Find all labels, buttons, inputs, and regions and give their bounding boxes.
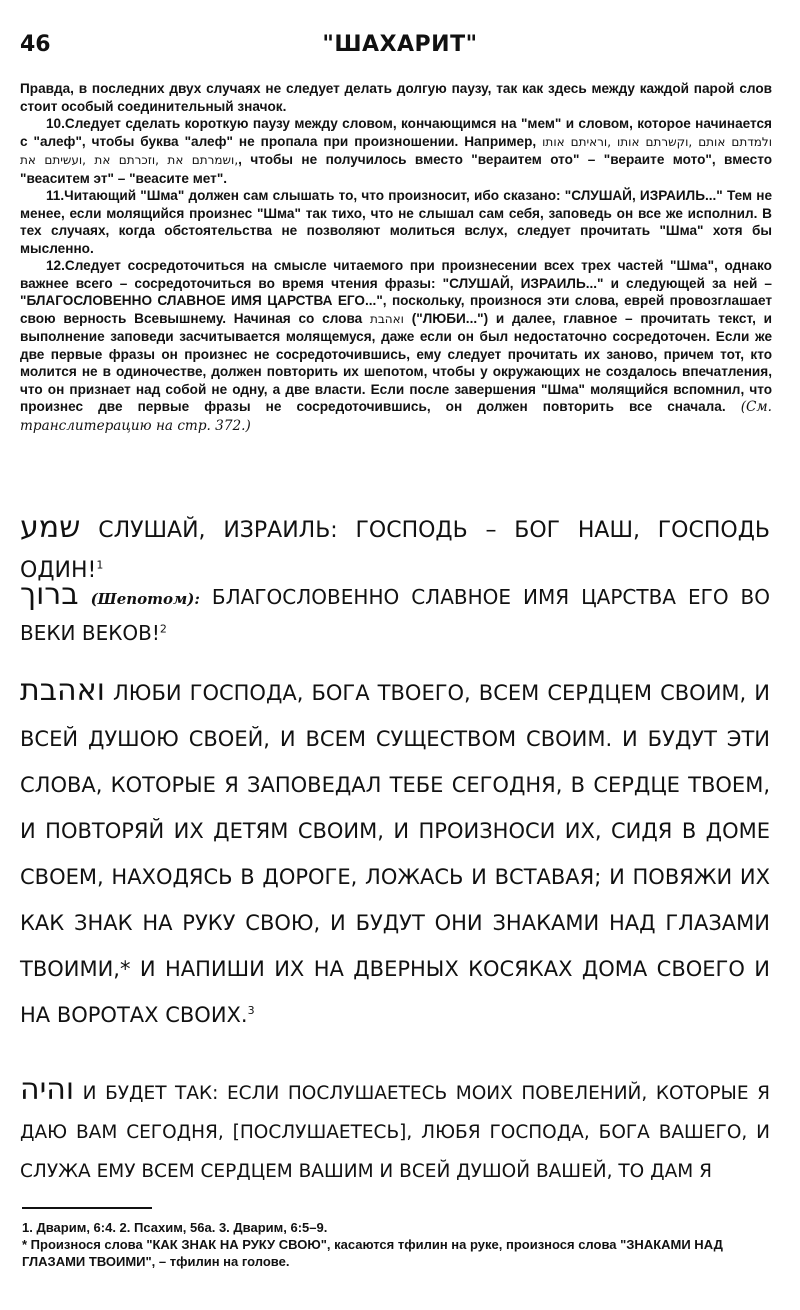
footnote-marker: 3 — [247, 1004, 255, 1017]
running-title: "ШАХАРИТ" — [322, 32, 478, 57]
shema-text: СЛУШАЙ, ИЗРАИЛЬ: ГОСПОДЬ – БОГ НАШ, ГОСПОДЬ ОДИН! — [20, 518, 770, 583]
veahavta-text: ЛЮБИ ГОСПОДА, БОГА ТВОЕГО, ВСЕМ СЕРДЦЕМ СВОИМ, И ВСЕЙ ДУШОЮ СВОЕЙ, И ВСЕМ СУЩЕСТВОМ СВОИМ. И БУДУТ ЭТИ СЛОВА, КОТОРЫЕ Я ЗАПОВЕДАЛ ТЕБЕ СЕГОДНЯ, В СЕРДЦЕ ТВОЕМ, И ПОВТОРЯЙ ИХ ДЕТЯМ СВОИМ, И ПРОИЗНОСИ ИХ, СИДЯ В ДОМЕ СВОЕМ, НАХОДЯСЬ В ДОРОГЕ, ЛОЖАСЬ И ВСТАВАЯ; И ПОВЯЖИ ИХ КАК ЗНАК НА РУКУ СВОЮ, И БУДУТ ОНИ ЗНАКАМИ НАД ГЛАЗАМИ ТВОИМИ,* И НАПИШИ ИХ НА ДВЕРНЫХ КОСЯКАХ ДОМА СВОЕГО И НА ВОРОТАХ СВОИХ. — [20, 681, 770, 1027]
note-paragraph-11 — [20, 187, 772, 257]
footnote-references: 1. Дварим, 6:4. 2. Псахим, 56а. 3. Дварим, 6:5–9. — [22, 1220, 328, 1235]
hebrew-keyword-baruch: ברוך — [20, 577, 79, 612]
whisper-instruction: (Шепотом): — [90, 590, 200, 608]
footnote-divider — [22, 1207, 152, 1209]
note-text: , чтобы не получилось вместо "вераитем ото" – "вераите мото", вместо "веаситем эт" – "веасите мет". — [20, 152, 772, 186]
baruch-verse — [20, 578, 770, 650]
footnote-marker: 2 — [159, 622, 167, 636]
note-paragraph-10 — [20, 115, 772, 187]
note-paragraph-12 — [20, 257, 772, 435]
footnote-marker: 1 — [96, 558, 104, 572]
hebrew-examples: ולמדתם אותם ,וקשרתם אותו ,וראיתם אותו ,ושמרתם את ,וזכרתם את ,ועשיתם את — [20, 134, 772, 167]
transliteration-reference: (См. транслитерацию на стр. 372.) — [20, 399, 772, 434]
note-text: Правда, в последних двух случаях не следует делать долгую паузу, так как здесь между каждой парой слов стоит особый соединительный значок. — [20, 81, 772, 114]
vehaya-paragraph — [20, 1070, 770, 1191]
hebrew-keyword-veahavta: ואהבת — [20, 673, 105, 708]
note-text: 12.Следует сосредоточиться на смысле читаемого при произнесении всех трех частей "Шма", однако важнее всего – сосредоточиться во время чтения фразы: "СЛУШАЙ, ИЗРАИЛЬ..." и следующей за ней – "БЛАГОСЛОВЕННО СЛАВНОЕ ИМЯ ЦАРСТВА ЕГО...", поскольку, произнося эти слова, еврей провозглашает свою верность Всевышнему. Начиная со слова — [20, 258, 772, 326]
hebrew-word: ואהבת — [369, 311, 404, 326]
page-header — [20, 32, 780, 68]
footnote-asterisk: * Произнося слова "КАК ЗНАК НА РУКУ СВОЮ", касаются тфилин на руке, произнося слова "ЗНАКАМИ НАД ГЛАЗАМИ ТВОИМИ", – тфилин на голове. — [22, 1237, 723, 1269]
hebrew-keyword-vehaya: והיה — [20, 1072, 75, 1107]
footnotes — [22, 1219, 774, 1270]
note-text: 11.Читающий "Шма" должен сам слышать то, что произносит, ибо сказано: "СЛУШАЙ, ИЗРАИЛЬ..." Тем не менее, если молящийся произнес "Шма" так тихо, что не слышал сам себя, заповедь он все же исполнил. В тех случаях, когда обстоятельства не позволяют молиться вслух, следует прочитать "Шма" хотя бы мысленно. — [20, 188, 772, 256]
hebrew-keyword-shema: שמע — [20, 510, 81, 545]
halachic-notes — [20, 80, 772, 435]
note-text: 10.Следует сделать короткую паузу между словом, кончающимся на "мем" и словом, которое начинается с "алеф", чтобы буква "алеф" не пропала при произношении. Например, — [20, 116, 772, 149]
note-text: ("ЛЮБИ...") и далее, главное – прочитать текст, и выполнение заповеди засчитывается молящемуся, даже если он был недостаточно сосредоточен. Если же две первые фразы он произнес не сосредоточившись, ему следует прочитать их заново, причем тот, кто молится не в одиночестве, должен повторить их шепотом, чтобы у окружающих не создалось впечатления, что он признает над собой не одну, а две власти. Если после завершения "Шма" молящийся вспомнил, что произнес две первые фразы не сосредоточившись, он должен повторить все сначала. — [20, 310, 773, 414]
vehaya-text: И БУДЕТ ТАК: ЕСЛИ ПОСЛУШАЕТЕСЬ МОИХ ПОВЕЛЕНИЙ, КОТОРЫЕ Я ДАЮ ВАМ СЕГОДНЯ, [ПОСЛУШАЕТЕСЬ], ЛЮБЯ ГОСПОДА, БОГА ВАШЕГО, И СЛУЖА ЕМУ ВСЕМ СЕРДЦЕМ ВАШИМ И ВСЕЙ ДУШОЙ ВАШЕЙ, ТО ДАМ Я — [20, 1083, 770, 1182]
note-paragraph — [20, 80, 772, 115]
veahavta-paragraph — [20, 668, 770, 1038]
baruch-text: БЛАГОСЛОВЕННО СЛАВНОЕ ИМЯ ЦАРСТВА ЕГО ВО ВЕКИ ВЕКОВ! — [20, 585, 771, 645]
page-number: 46 — [20, 32, 51, 57]
